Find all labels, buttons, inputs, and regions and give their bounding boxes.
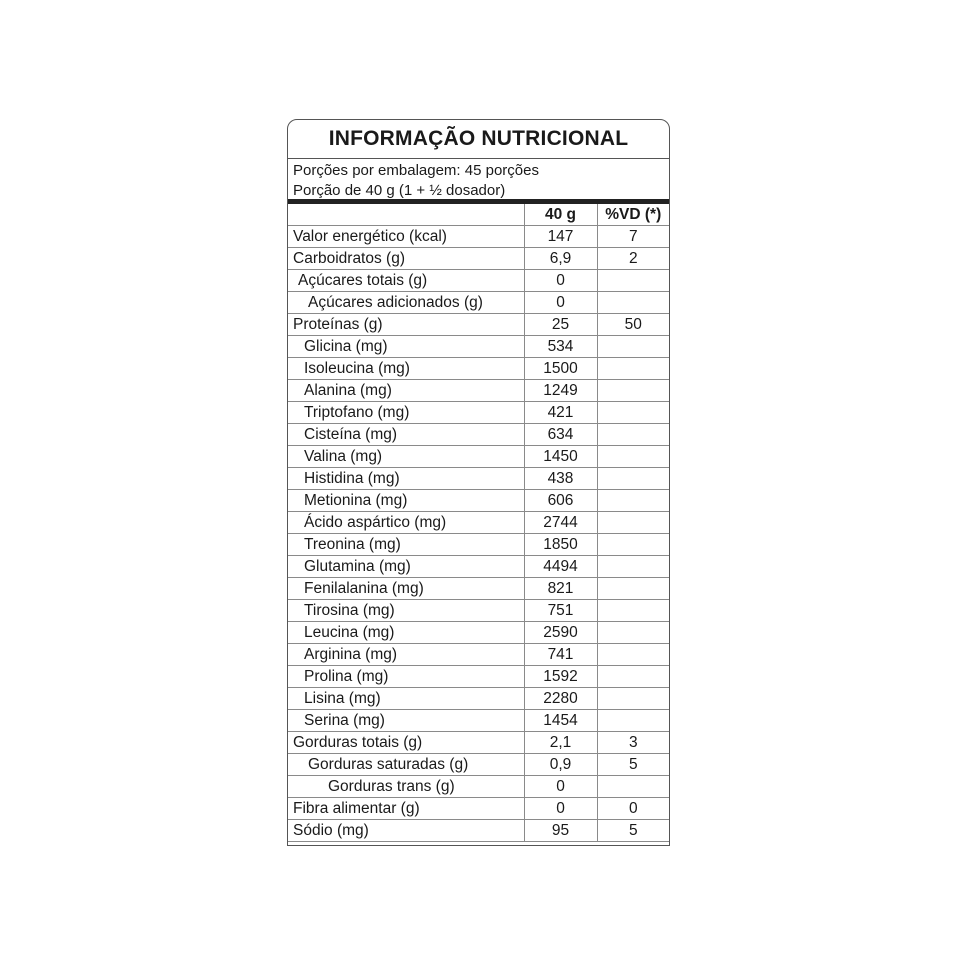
nutrient-amount: 0 [524,798,597,820]
table-header-row [288,204,669,226]
nutrient-amount: 0,9 [524,754,597,776]
nutrition-facts-label [287,119,670,846]
table-row [288,468,669,490]
nutrient-daily-value [597,644,669,666]
nutrient-name: Metionina (mg) [288,490,524,512]
nutrient-daily-value [597,578,669,600]
nutrient-amount: 0 [524,270,597,292]
table-row [288,292,669,314]
nutrient-daily-value [597,292,669,314]
table-row [288,666,669,688]
nutrient-amount: 2,1 [524,732,597,754]
table-row [288,710,669,732]
nutrient-daily-value [597,490,669,512]
nutrient-name: Gorduras trans (g) [288,776,524,798]
nutrient-name: Glutamina (mg) [288,556,524,578]
table-row [288,314,669,336]
nutrient-amount: 751 [524,600,597,622]
nutrient-amount: 421 [524,402,597,424]
nutrient-daily-value: 0 [597,798,669,820]
table-row [288,534,669,556]
nutrient-daily-value [597,512,669,534]
table-row [288,226,669,248]
nutrient-daily-value [597,468,669,490]
nutrition-table [288,204,669,842]
nutrient-amount: 1850 [524,534,597,556]
nutrient-amount: 606 [524,490,597,512]
nutrient-amount: 2590 [524,622,597,644]
nutrient-daily-value [597,688,669,710]
nutrient-name: Treonina (mg) [288,534,524,556]
table-row [288,424,669,446]
servings-per-package: Porções por embalagem: 45 porções [293,162,539,179]
nutrient-amount: 4494 [524,556,597,578]
nutrient-name: Ácido aspártico (mg) [288,512,524,534]
table-row [288,622,669,644]
nutrient-daily-value [597,622,669,644]
nutrient-daily-value: 2 [597,248,669,270]
nutrient-name: Açúcares totais (g) [288,270,524,292]
nutrient-name: Cisteína (mg) [288,424,524,446]
table-row [288,688,669,710]
nutrient-amount: 147 [524,226,597,248]
nutrient-name: Carboidratos (g) [288,248,524,270]
nutrient-name: Leucina (mg) [288,622,524,644]
table-row [288,248,669,270]
nutrient-amount: 25 [524,314,597,336]
nutrient-amount: 741 [524,644,597,666]
nutrient-daily-value: 5 [597,754,669,776]
table-row [288,402,669,424]
table-row [288,578,669,600]
serving-size: Porção de 40 g (1 + ½ dosador) [293,182,506,199]
nutrient-name: Gorduras totais (g) [288,732,524,754]
nutrient-name: Glicina (mg) [288,336,524,358]
nutrient-daily-value [597,534,669,556]
nutrient-daily-value [597,710,669,732]
nutrient-daily-value [597,446,669,468]
nutrient-daily-value [597,600,669,622]
column-header-daily-value: %VD (*) [597,204,669,226]
serving-info [288,159,669,204]
nutrient-amount: 1500 [524,358,597,380]
nutrient-amount: 1249 [524,380,597,402]
nutrient-daily-value [597,270,669,292]
nutrient-name: Isoleucina (mg) [288,358,524,380]
nutrient-amount: 438 [524,468,597,490]
nutrient-daily-value [597,402,669,424]
nutrient-daily-value: 7 [597,226,669,248]
nutrient-name: Gorduras saturadas (g) [288,754,524,776]
nutrient-name: Triptofano (mg) [288,402,524,424]
nutrient-name: Histidina (mg) [288,468,524,490]
nutrient-daily-value [597,424,669,446]
nutrient-daily-value: 50 [597,314,669,336]
nutrient-name: Valina (mg) [288,446,524,468]
nutrient-daily-value [597,358,669,380]
nutrient-daily-value: 3 [597,732,669,754]
nutrient-daily-value [597,776,669,798]
table-row [288,820,669,842]
table-row [288,490,669,512]
nutrient-amount: 2280 [524,688,597,710]
nutrient-name: Arginina (mg) [288,644,524,666]
table-row [288,798,669,820]
nutrient-name: Alanina (mg) [288,380,524,402]
nutrient-name: Fibra alimentar (g) [288,798,524,820]
nutrient-name: Lisina (mg) [288,688,524,710]
nutrient-name: Serina (mg) [288,710,524,732]
nutrient-amount: 534 [524,336,597,358]
column-header-amount: 40 g [524,204,597,226]
nutrient-daily-value [597,556,669,578]
table-row [288,336,669,358]
table-row [288,358,669,380]
table-row [288,754,669,776]
nutrient-amount: 821 [524,578,597,600]
nutrient-amount: 95 [524,820,597,842]
nutrient-amount: 0 [524,292,597,314]
table-row [288,732,669,754]
nutrient-amount: 634 [524,424,597,446]
label-title: INFORMAÇÃO NUTRICIONAL [288,120,669,159]
nutrient-daily-value: 5 [597,820,669,842]
table-row [288,512,669,534]
nutrient-name: Tirosina (mg) [288,600,524,622]
table-row [288,644,669,666]
nutrient-name: Sódio (mg) [288,820,524,842]
table-row [288,556,669,578]
table-row [288,270,669,292]
nutrient-amount: 6,9 [524,248,597,270]
nutrient-amount: 0 [524,776,597,798]
column-header-nutrient [288,204,524,226]
nutrient-name: Proteínas (g) [288,314,524,336]
nutrient-amount: 1450 [524,446,597,468]
table-row [288,446,669,468]
nutrient-daily-value [597,380,669,402]
nutrient-amount: 1454 [524,710,597,732]
nutrient-name: Açúcares adicionados (g) [288,292,524,314]
table-row [288,776,669,798]
nutrient-daily-value [597,336,669,358]
table-row [288,600,669,622]
nutrient-amount: 1592 [524,666,597,688]
nutrient-amount: 2744 [524,512,597,534]
nutrient-name: Fenilalanina (mg) [288,578,524,600]
nutrient-name: Valor energético (kcal) [288,226,524,248]
nutrient-daily-value [597,666,669,688]
table-row [288,380,669,402]
nutrient-name: Prolina (mg) [288,666,524,688]
